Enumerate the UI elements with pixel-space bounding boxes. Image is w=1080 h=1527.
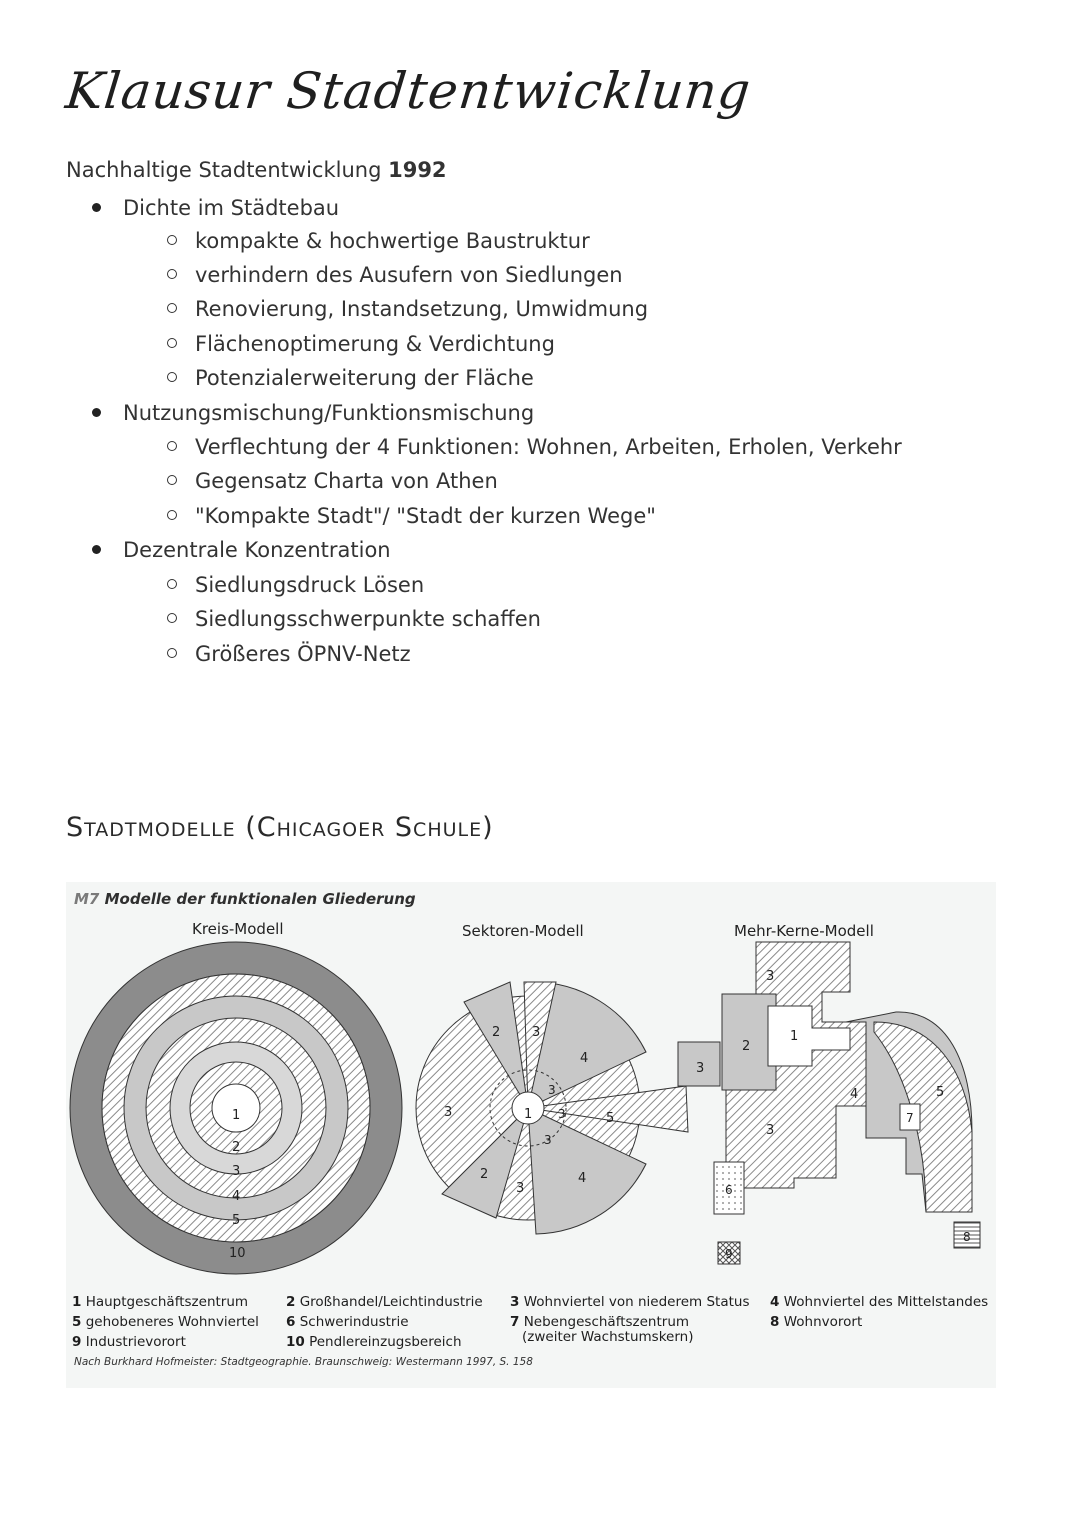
- outline-item: [92, 401, 534, 425]
- section-heading: Stadtmodelle (Chicagoer Schule): [66, 812, 494, 843]
- circle-bullet-icon: [167, 613, 177, 623]
- sektor-label: 3: [548, 1083, 556, 1097]
- circle-bullet-icon: [167, 338, 177, 348]
- figure-caption-text: Modelle der funktionalen Gliederung: [104, 890, 416, 908]
- circle-bullet-icon: [167, 372, 177, 382]
- kerne-label: 2: [742, 1039, 751, 1054]
- kerne-label: 3: [696, 1061, 705, 1076]
- bullet-icon: [92, 545, 101, 554]
- outline-subitem-text: verhindern des Ausufern von Siedlungen: [195, 263, 623, 287]
- kerne-label: 5: [936, 1085, 945, 1100]
- kreis-label: 3: [232, 1164, 241, 1179]
- legend-col-1: [72, 1292, 259, 1352]
- model-title-kerne: Mehr-Kerne-Modell: [734, 922, 874, 940]
- kerne-label: 3: [766, 969, 775, 984]
- outline-subitem: [167, 435, 902, 459]
- kerne-label: 7: [906, 1111, 914, 1125]
- sektor-label: 1: [524, 1107, 533, 1122]
- legend-item: 2 Großhandel/Leichtindustrie: [286, 1294, 483, 1310]
- circle-bullet-icon: [167, 269, 177, 279]
- bullet-icon: [92, 203, 101, 212]
- legend-item: 5 gehobeneres Wohnviertel: [72, 1314, 259, 1330]
- outline-subitem-text: Flächenoptimerung & Verdichtung: [195, 332, 555, 356]
- outline-subitem: [167, 263, 623, 287]
- subtitle: [66, 158, 447, 182]
- circle-bullet-icon: [167, 510, 177, 520]
- legend-col-3: [510, 1292, 749, 1347]
- figure-m7: [66, 882, 996, 1388]
- outline-subitem-text: Siedlungsschwerpunkte schaffen: [195, 607, 541, 631]
- outline-subitem-text: kompakte & hochwertige Baustruktur: [195, 229, 590, 253]
- outline-subitem: [167, 573, 424, 597]
- outline-label: Dichte im Städtebau: [123, 196, 340, 220]
- outline-subitem: [167, 366, 534, 390]
- outline-subitem-text: Gegensatz Charta von Athen: [195, 469, 498, 493]
- outline-item: [92, 196, 339, 220]
- outline-subitem-text: Siedlungsdruck Lösen: [195, 573, 425, 597]
- sektor-label: 4: [580, 1051, 589, 1066]
- kreis-modell: [70, 942, 402, 1274]
- sektor-label: 4: [578, 1171, 587, 1186]
- kreis-label: 1: [232, 1108, 241, 1123]
- figure-caption-prefix: M7: [74, 890, 100, 908]
- subtitle-year: 1992: [388, 158, 447, 182]
- sektor-label: 5: [606, 1111, 615, 1126]
- outline-subitem: [167, 607, 541, 631]
- outline-subitem: [167, 229, 590, 253]
- sektor-label: 2: [480, 1167, 489, 1182]
- outline-subitem: [167, 504, 656, 528]
- kerne-label: 8: [963, 1230, 971, 1244]
- kreis-label: 4: [232, 1189, 241, 1204]
- sektor-label: 2: [492, 1025, 501, 1040]
- circle-bullet-icon: [167, 475, 177, 485]
- outline-subitem: [167, 332, 555, 356]
- outline-subitem: [167, 469, 498, 493]
- kreis-label: 5: [232, 1213, 241, 1228]
- circle-bullet-icon: [167, 579, 177, 589]
- sektor-label: 3: [544, 1133, 552, 1147]
- legend-item: 7 Nebengeschäftszentrum: [510, 1314, 690, 1330]
- page-title: Klausur Stadtentwicklung: [62, 62, 754, 120]
- circle-bullet-icon: [167, 441, 177, 451]
- outline-label: Dezentrale Konzentration: [123, 538, 391, 562]
- kerne-label: 4: [850, 1087, 859, 1102]
- kerne-label: 1: [790, 1029, 799, 1044]
- bullet-icon: [92, 408, 101, 417]
- outline-subitem: [167, 297, 648, 321]
- model-title-sektoren: Sektoren-Modell: [462, 922, 584, 940]
- kerne-label: 3: [766, 1123, 775, 1138]
- legend-item: 8 Wohnvorort: [770, 1314, 863, 1330]
- circle-bullet-icon: [167, 235, 177, 245]
- legend-col-4: [770, 1292, 988, 1332]
- legend-item: 9 Industrievorort: [72, 1334, 186, 1350]
- kreis-label: 10: [229, 1246, 246, 1261]
- sektor-label: 3: [516, 1181, 525, 1196]
- outline-label: Nutzungsmischung/Funktionsmischung: [123, 401, 535, 425]
- outline-subitem-text: Größeres ÖPNV-Netz: [195, 642, 411, 666]
- outline-subitem-text: Potenzialerweiterung der Fläche: [195, 366, 534, 390]
- legend-col-2: [286, 1292, 483, 1352]
- outline-item: [92, 538, 391, 562]
- outline-subitem-text: Renovierung, Instandsetzung, Umwidmung: [195, 297, 649, 321]
- legend-item: 4 Wohnviertel des Mittelstandes: [770, 1294, 989, 1310]
- sektor-label: 3: [532, 1025, 541, 1040]
- sektor-label: 3: [444, 1105, 453, 1120]
- legend-item: 3 Wohnviertel von niederem Status: [510, 1294, 750, 1310]
- outline-subitem-text: "Kompakte Stadt"/ "Stadt der kurzen Wege": [195, 504, 656, 528]
- legend-item: 6 Schwerindustrie: [286, 1314, 409, 1330]
- subtitle-text: Nachhaltige Stadtentwicklung: [66, 158, 382, 182]
- figure-source: Nach Burkhard Hofmeister: Stadtgeographie. Braunschweig: Westermann 1997, S. 158: [74, 1356, 533, 1368]
- sektoren-modell: [416, 982, 688, 1234]
- outline-subitem: [167, 642, 411, 666]
- sektor-label: 3: [558, 1107, 566, 1121]
- kerne-label: 9: [725, 1247, 733, 1261]
- legend-item-note: (zweiter Wachstumskern): [522, 1329, 694, 1345]
- circle-bullet-icon: [167, 303, 177, 313]
- mehr-kerne-modell: [678, 942, 980, 1264]
- circle-bullet-icon: [167, 648, 177, 658]
- legend-item: 1 Hauptgeschäftszentrum: [72, 1294, 249, 1310]
- outline-subitem-text: Verflechtung der 4 Funktionen: Wohnen, Arbeiten, Erholen, Verkehr: [195, 435, 902, 459]
- kreis-label: 2: [232, 1140, 241, 1155]
- kerne-label: 6: [725, 1183, 733, 1197]
- model-title-kreis: Kreis-Modell: [192, 920, 284, 938]
- legend-item: 10 Pendlereinzugsbereich: [286, 1334, 462, 1350]
